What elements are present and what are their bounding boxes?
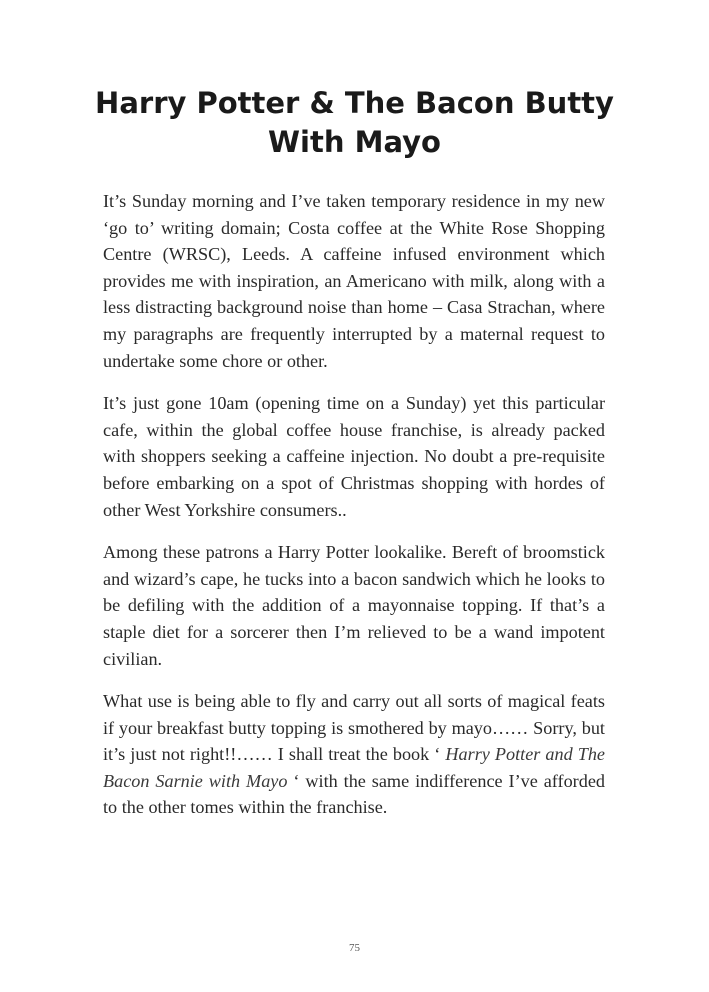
book-title: Harry Potter and The Bacon Sarnie with Mayo xyxy=(103,744,605,791)
paragraph: It’s just gone 10am (opening time on a Sunday) yet this particular cafe, within the global coffee house franchise, is already packed with shoppers seeking a caffeine injection. No doubt a pre-requisite before embarking on a spot of Christmas shopping with hordes of other West Yorkshire consumers.. xyxy=(103,393,605,520)
page-title: Harry Potter & The Bacon Butty With Mayo xyxy=(95,86,614,159)
article-body xyxy=(103,188,605,837)
paragraph: It’s Sunday morning and I’ve taken temporary residence in my new ‘go to’ writing domain; Costa coffee at the White Rose Shopping Centre (WRSC), Leeds. A caffeine infused environment which provides me with inspiration, an Americano with milk, along with a less distracting background noise than home – Casa Strachan, where my paragraphs are frequently interrupted by a maternal request to undertake some chore or other. xyxy=(103,191,605,371)
page-number: 75 xyxy=(349,942,360,954)
paragraph xyxy=(103,688,605,821)
paragraph-text: What use is being able to fly and carry out all sorts of magical feats if your breakfast butty topping is smothered by mayo…… Sorry, but it’s just not right!!…… I shall treat the book ‘ xyxy=(103,691,605,765)
paragraph: Among these patrons a Harry Potter lookalike. Bereft of broomstick and wizard’s cape, he tucks into a bacon sandwich which he looks to be defiling with the addition of a mayonnaise topping. If that’s a staple diet for a sorcerer then I’m relieved to be a wand impotent civilian. xyxy=(103,542,605,669)
paragraph-text: ‘ with the same indifference I’ve afforded to the other tomes within the franchise. xyxy=(103,770,605,818)
